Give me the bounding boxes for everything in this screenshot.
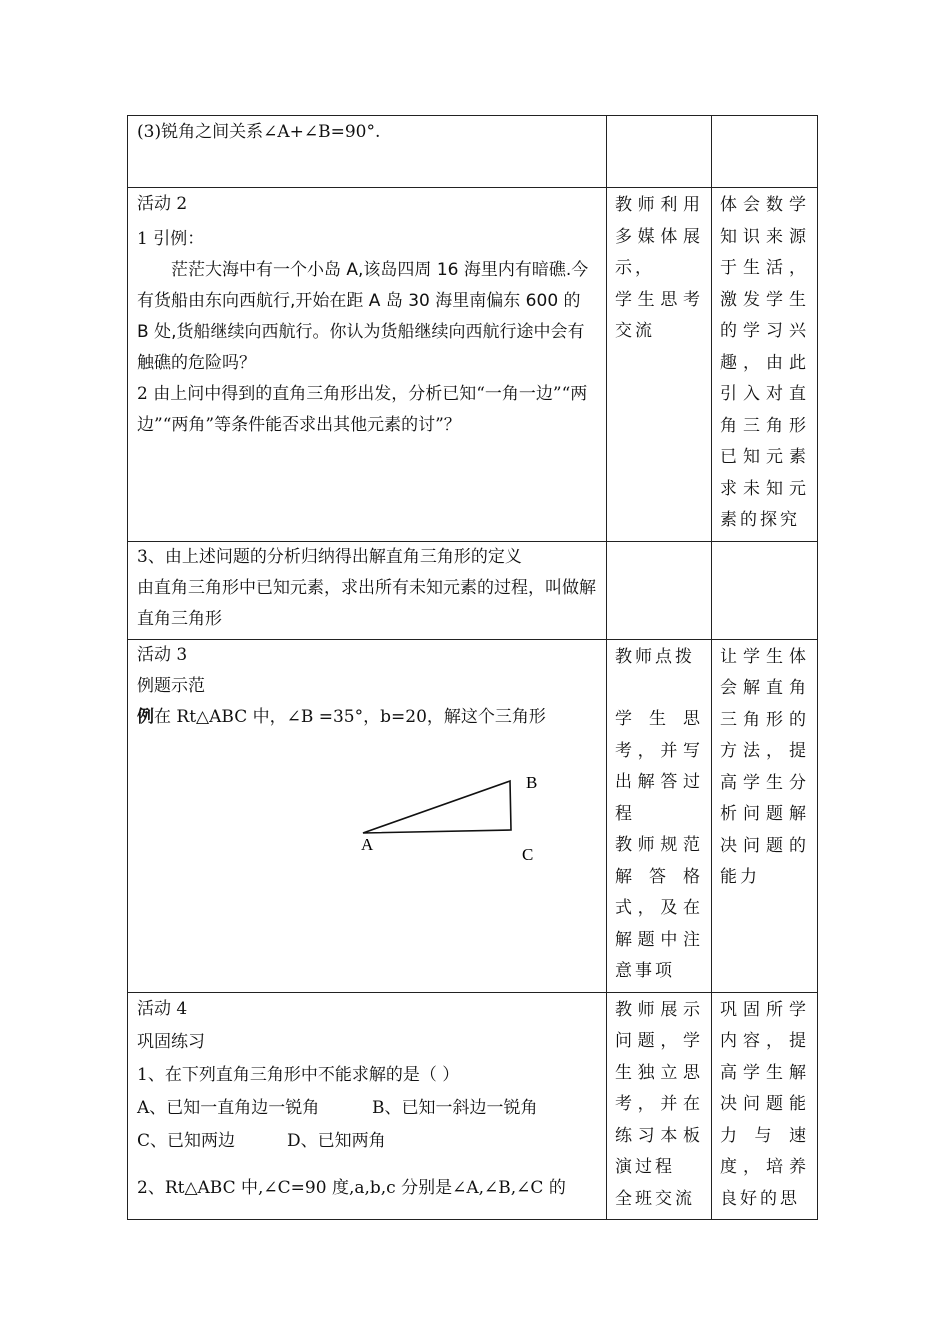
content-cell (128, 541, 607, 639)
definition-text: 由直角三角形中已知元素，求出所有未知元素的过程，叫做解直角三角形 (137, 577, 596, 629)
analysis-question-text: 2 由上问中得到的直角三角形出发，分析已知“一角一边”“两边”“两角”等条件能否求出其他元素的讨”？ (137, 384, 588, 435)
table-row (128, 541, 818, 639)
content-cell (128, 639, 607, 992)
option-d: D、已知两角 (287, 1130, 386, 1151)
intro-problem-text: 茫茫大海中有一个小岛 A,该岛四周 16 海里内有暗礁.今有货船由东向西航行,开始在距 A 岛 30 海里南偏东 600 的 B 处,货船继续向西航行。你认为货船继续向西航行途中会有触礁的危险吗？ (137, 260, 589, 373)
table-row (128, 116, 818, 188)
angle-relation-text: (3)锐角之间关系∠A+∠B=90°. (137, 122, 381, 142)
exercise-options-row (137, 1125, 597, 1158)
option-a: A、已知一直角边一锐角 (137, 1097, 320, 1118)
teacher-activity-line: 教师展示问题，学生独立思考，并在练习本板演过程 (615, 999, 703, 1177)
activity-subtitle: 巩固练习 (137, 1031, 205, 1052)
purpose-cell (712, 639, 818, 992)
teacher-activity-line: 学生思考交流 (615, 289, 703, 341)
purpose-cell (712, 116, 818, 188)
purpose-text: 巩固所学内容，提高学生解决问题能力与速度，培养良好的思 (720, 999, 809, 1209)
option-b: B、已知一斜边一锐角 (372, 1097, 538, 1118)
example-text (137, 702, 597, 733)
activity-title: 活动 2 (137, 194, 188, 214)
purpose-cell (712, 188, 818, 542)
vertex-label-a: A (361, 834, 374, 854)
table-row (128, 188, 818, 542)
table-row (128, 992, 818, 1220)
teacher-cell (607, 188, 712, 542)
option-c: C、已知两边 (137, 1130, 236, 1151)
definition-intro-text: 3、由上述问题的分析归纳得出解直角三角形的定义 (137, 546, 522, 567)
teacher-activity-line: 学生思考，并写出解答过程 (615, 709, 703, 824)
lesson-plan-table (127, 115, 818, 1220)
activity-title: 活动 3 (137, 644, 188, 665)
teacher-cell (607, 541, 712, 639)
teacher-activity-line: 教师点拨 (615, 646, 695, 667)
purpose-cell (712, 541, 818, 639)
teacher-cell (607, 992, 712, 1220)
right-triangle-figure (137, 741, 597, 871)
example-label: 例 (137, 706, 154, 727)
triangle-shape (363, 781, 511, 833)
content-cell (128, 116, 607, 188)
teacher-cell (607, 116, 712, 188)
vertex-label-c: C (522, 844, 534, 864)
table-row (128, 639, 818, 992)
content-cell (128, 992, 607, 1220)
vertex-label-b: B (526, 772, 538, 792)
teacher-activity-line: 教师利用多媒体展示， (615, 195, 703, 278)
exercise-question-2: 2、Rt△ABC 中,∠C=90 度,a,b,c 分别是∠A,∠B,∠C 的 (137, 1177, 566, 1198)
activity-subtitle: 1 引例： (137, 229, 205, 249)
purpose-text: 体会数学知识来源于生活，激发学生的学习兴趣，由此引入对直角三角形已知元素求未知元素的探究 (720, 195, 809, 530)
activity-title: 活动 4 (137, 998, 188, 1019)
purpose-text: 让学生体会解直角三角形的方法，提高学生分析问题解决问题的能力 (720, 646, 809, 887)
teacher-cell (607, 639, 712, 992)
purpose-cell (712, 992, 818, 1220)
example-problem: 在 Rt△ABC 中，∠B =35°，b=20，解这个三角形 (154, 706, 546, 727)
activity-subtitle: 例题示范 (137, 675, 205, 696)
content-cell (128, 188, 607, 542)
teacher-activity-line: 教师规范解答格式，及在解题中注意事项 (615, 835, 703, 981)
teacher-activity-line: 全班交流 (615, 1188, 695, 1209)
exercise-question-1: 1、在下列直角三角形中不能求解的是（ ） (137, 1064, 460, 1085)
exercise-options-row (137, 1092, 597, 1125)
